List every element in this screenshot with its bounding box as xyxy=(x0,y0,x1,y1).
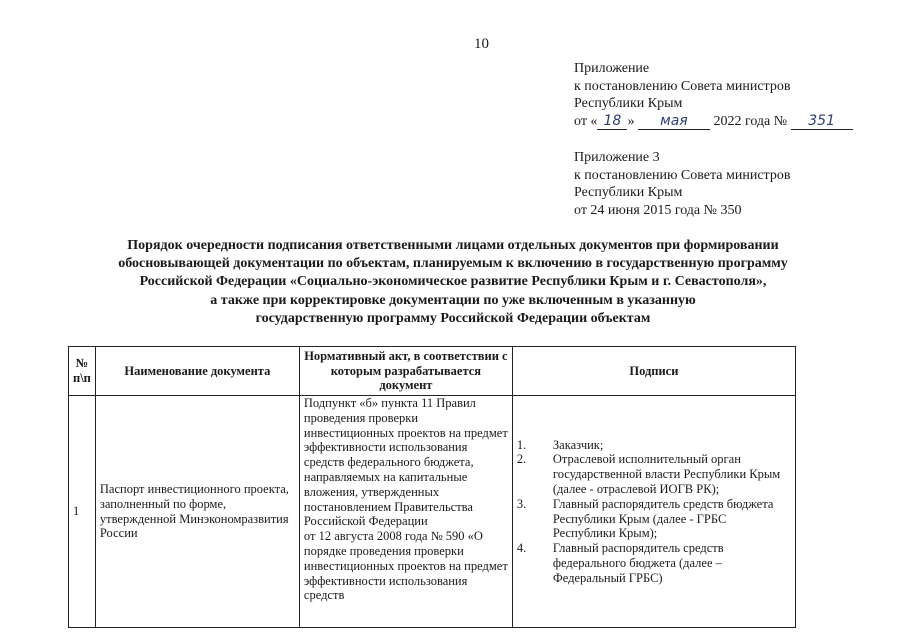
signature-item xyxy=(517,497,791,541)
cell-signatures xyxy=(512,396,795,628)
signing-order-table xyxy=(68,346,796,628)
cell-act xyxy=(299,396,512,628)
title-line: а также при корректировке документации по уже включенным в указанную xyxy=(210,292,696,308)
signature-text: Отраслевой исполнительный орган государственной власти Республики Крым (далее - отраслевой ИОГВ РК); xyxy=(552,452,781,496)
signature-number: 1. xyxy=(516,437,527,452)
title-line: Порядок очередности подписания ответственными лицами отдельных документов при формировании xyxy=(127,238,779,253)
handwritten-day: 18 xyxy=(597,114,627,130)
title-line: государственную программу Российской Федерации объектам xyxy=(255,310,651,326)
handwritten-month: мая xyxy=(638,114,710,130)
act-text-continued: от 12 августа 2008 года № 590 «О порядке проведения проверки инвестиционных проектов на предмет эффективности использования средств xyxy=(303,529,508,603)
header-num: № п\п xyxy=(69,347,96,396)
cell-num: 1 xyxy=(69,396,96,628)
header-act: Нормативный акт, в соответствии с которым разрабатывается документ xyxy=(299,347,512,396)
date-prefix: от « xyxy=(574,113,598,129)
cell-name: Паспорт инвестиционного проекта, заполненный по форме, утвержденной Минэкономразвития России xyxy=(95,396,299,628)
signature-number: 2. xyxy=(516,452,527,467)
title-line: Российской Федерации «Социально-экономическое развитие Республики Крым и г. Севастополя», xyxy=(139,274,767,290)
signature-number: 3. xyxy=(516,496,527,511)
signature-item xyxy=(517,452,791,496)
page-number: 10 xyxy=(474,36,489,52)
table-row xyxy=(69,396,796,628)
handwritten-number: 351 xyxy=(791,114,853,130)
date-suffix: » xyxy=(627,113,635,129)
appendix-line: от 24 июня 2015 года № 350 xyxy=(574,202,742,218)
appendix-current xyxy=(574,60,853,130)
header-signatures: Подписи xyxy=(512,347,795,396)
signature-item xyxy=(517,438,791,453)
appendix-line: к постановлению Совета министров xyxy=(574,78,791,94)
appendix-original xyxy=(574,149,790,219)
signature-item xyxy=(517,541,791,585)
appendix-line: к постановлению Совета министров xyxy=(574,167,791,183)
appendix-line: Республики Крым xyxy=(574,96,683,111)
signature-number: 4. xyxy=(516,541,527,556)
signature-text: Заказчик; xyxy=(552,437,604,452)
header-name: Наименование документа xyxy=(95,347,299,396)
signature-text: Главный распорядитель средств бюджета Республики Крым (далее - ГРБС Республики Крым); xyxy=(552,496,774,541)
title-line: обосновывающей документации по объектам, планируемым к включению в государственную программу xyxy=(118,256,788,272)
table-header-row xyxy=(69,347,796,396)
appendix-line: Республики Крым xyxy=(574,185,683,200)
signature-text: Главный распорядитель средств федерального бюджета (далее – Федеральный ГРБС) xyxy=(552,541,724,585)
appendix-date-line xyxy=(574,113,853,131)
document-title xyxy=(70,237,836,328)
date-year: 2022 года № xyxy=(713,113,788,129)
appendix-title: Приложение 3 xyxy=(574,150,660,165)
appendix-title: Приложение xyxy=(574,61,650,76)
act-text: Подпункт «б» пункта 11 Правил проведения проверки инвестиционных проектов на предмет эффективности использования средств федерального бюджета, направляемых на капитальные вложения, утвержденных постановлением Правительства Российской Федерации xyxy=(303,396,508,529)
